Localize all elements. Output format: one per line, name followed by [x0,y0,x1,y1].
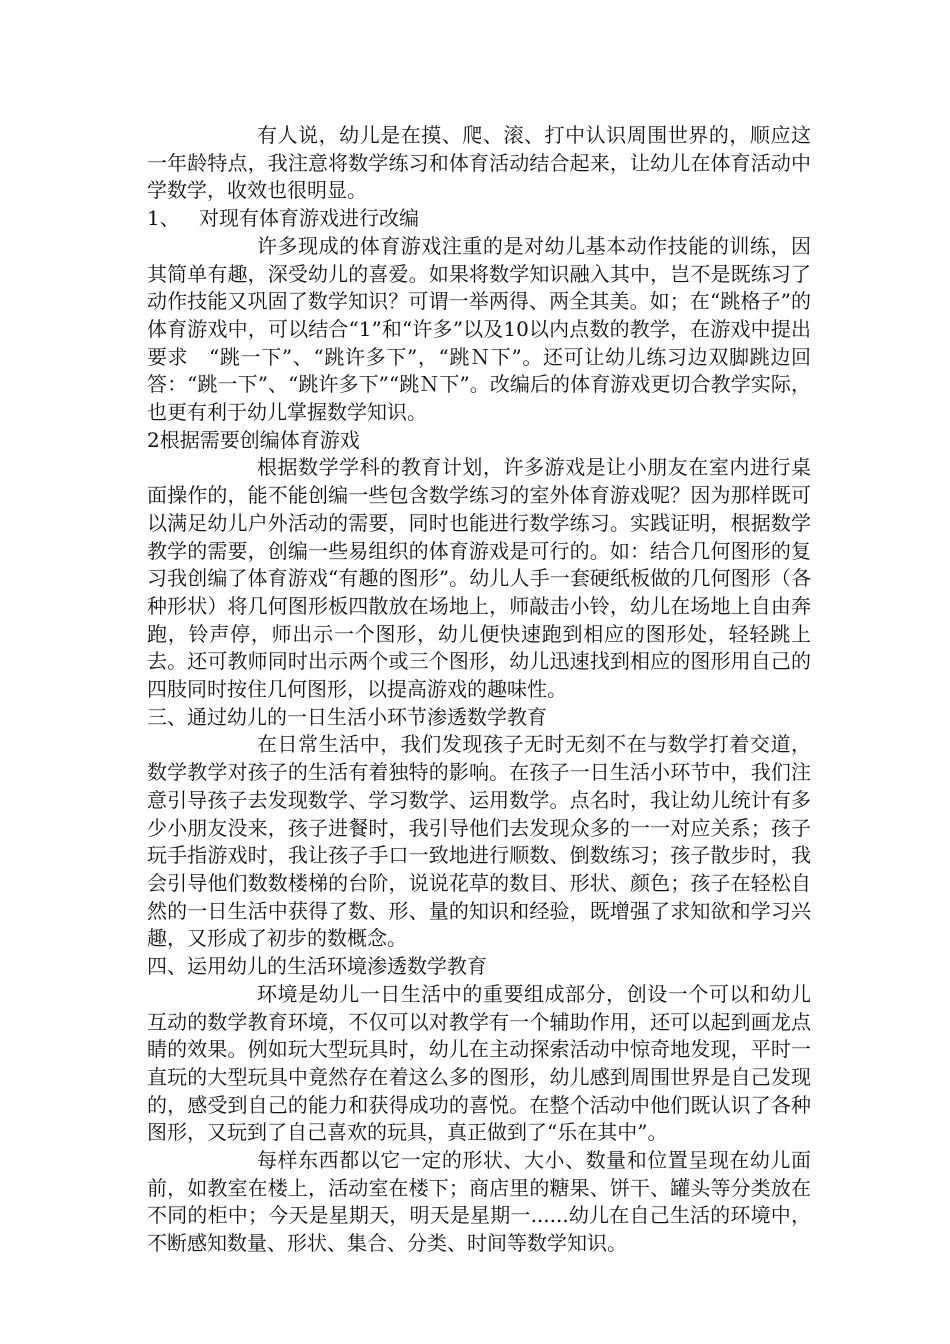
heading-number: 1、 [147,206,180,231]
section-heading-1 [147,205,811,233]
paragraph-create-games: 根据数学学科的教育计划，许多游戏是让小朋友在室内进行桌面操作的，能不能创编一些包含数学练习的室外体育游戏呢？因为那样既可以满足幼儿户外活动的需要，同时也能进行数学练习。实践证明，根据数学教学的需要，创编一些易组织的体育游戏是可行的。如：结合几何图形的复习我创编了体育游戏“有趣的图形”。幼儿人手一套硬纸板做的几何图形（各种形状）将几何图形板四散放在场地上，师敲击小铃，幼儿在场地上自由奔跑，铃声停，师出示一个图形，幼儿便快速跑到相应的图形处，轻轻跳上去。还可教师同时出示两个或三个图形，幼儿迅速找到相应的图形用自己的四肢同时按住几何图形，以提高游戏的趣味性。 [147,455,811,702]
section-heading-3: 三、通过幼儿的一日生活小环节渗透数学教育 [147,704,547,729]
heading-text: 对现有体育游戏进行改编 [199,206,419,231]
document-body [147,122,811,1258]
paragraph-everyday-objects: 每样东西都以它一定的形状、大小、数量和位置呈现在幼儿面前，如教室在楼上，活动室在楼下；商店里的糖果、饼干、罐头等分类放在不同的柜中；今天是星期天，明天是星期一......幼儿在自己生活的环境中，不断感知数量、形状、集合、分类、时间等数学知识。 [147,1148,811,1256]
paragraph-intro: 有人说，幼儿是在摸、爬、滚、打中认识周围世界的，顺应这一年龄特点，我注意将数学练习和体育活动结合起来，让幼儿在体育活动中学数学，收效也很明显。 [147,123,811,203]
paragraph-daily-life: 在日常生活中，我们发现孩子无时无刻不在与数学打着交道，数学教学对孩子的生活有着独特的影响。在孩子一日生活小环节中，我们注意引导孩子去发现数学、学习数学、运用数学。点名时，我让幼儿统计有多少小朋友没来，孩子进餐时，我引导他们去发现众多的一一对应关系；孩子玩手指游戏时，我让孩子手口一致地进行顺数、倒数练习；孩子散步时，我会引导他们数数楼梯的台阶，说说花草的数目、形状、颜色；孩子在轻松自然的一日生活中获得了数、形、量的知识和经验，既增强了求知欲和学习兴趣，又形成了初步的数概念。 [147,732,811,951]
section-heading-2: 2根据需要创编体育游戏 [147,427,360,452]
paragraph-environment: 环境是幼儿一日生活中的重要组成部分，创设一个可以和幼儿互动的数学教育环境，不仅可以对教学有一个辅助作用，还可以起到画龙点睛的效果。例如玩大型玩具时，幼儿在主动探索活动中惊奇地发现，平时一直玩的大型玩具中竟然存在着这么多的图形，幼儿感到周围世界是自己发现的，感受到自己的能力和获得成功的喜悦。在整个活动中他们既认识了各种图形，又玩到了自己喜欢的玩具，真正做到了“乐在其中”。 [147,981,811,1145]
section-heading-4: 四、运用幼儿的生活环境渗透数学教育 [147,954,487,979]
paragraph-adapt-games: 许多现成的体育游戏注重的是对幼儿基本动作技能的训练，因其简单有趣，深受幼儿的喜爱。如果将数学知识融入其中，岂不是既练习了动作技能又巩固了数学知识？可谓一举两得、两全其美。如；在“跳格子”的体育游戏中，可以结合“1”和“许多”以及10以内点数的教学，在游戏中提出要求 “跳一下”、“跳许多下”，“跳Ｎ下”。还可让幼儿练习边双脚跳边回答：“跳一下”、“跳许多下”“跳Ｎ下”。改编后的体育游戏更切合教学实际，也更有利于幼儿掌握数学知识。 [147,233,811,425]
